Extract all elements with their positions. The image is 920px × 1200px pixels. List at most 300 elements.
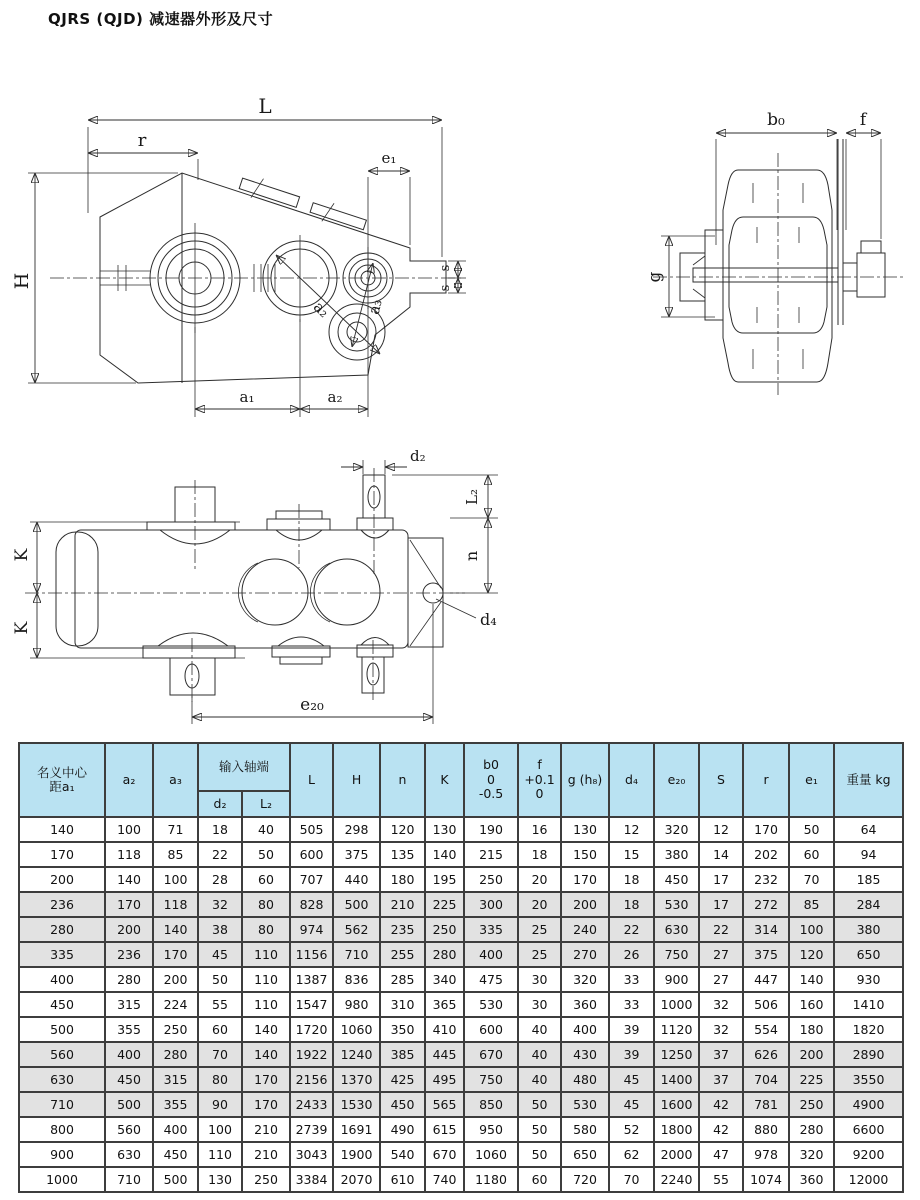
table-cell: 25 (518, 917, 561, 942)
table-cell: 1800 (654, 1117, 699, 1142)
table-cell: 70 (198, 1042, 242, 1067)
table-cell: 450 (153, 1142, 198, 1167)
table-cell: 85 (153, 842, 198, 867)
table-cell: 45 (609, 1067, 654, 1092)
table-cell: 180 (380, 867, 425, 892)
table-cell: 447 (743, 967, 789, 992)
table-cell: 100 (198, 1117, 242, 1142)
table-cell: 20 (518, 892, 561, 917)
table-cell: 1600 (654, 1092, 699, 1117)
table-cell: 135 (380, 842, 425, 867)
table-cell: 1120 (654, 1017, 699, 1042)
table-cell: 12 (609, 817, 654, 842)
dim-label-n: n (462, 550, 481, 562)
table-cell: 200 (153, 967, 198, 992)
table-cell: 18 (609, 867, 654, 892)
table-cell: 285 (380, 967, 425, 992)
table-cell: 750 (654, 942, 699, 967)
table-cell: 270 (561, 942, 609, 967)
table-cell: 32 (699, 992, 743, 1017)
table-cell: 450 (654, 867, 699, 892)
table-cell: 80 (242, 917, 290, 942)
col-header-b0: b0 0 -0.5 (464, 743, 518, 817)
table-cell: 33 (609, 992, 654, 1017)
table-cell: 314 (743, 917, 789, 942)
table-cell: 50 (518, 1117, 561, 1142)
col-header-r: r (743, 743, 789, 817)
table-cell: 140 (242, 1042, 290, 1067)
table-cell: 33 (609, 967, 654, 992)
table-cell: 1400 (654, 1067, 699, 1092)
table-cell: 170 (242, 1067, 290, 1092)
table-cell: 710 (105, 1167, 153, 1192)
dim-label-b0: b₀ (767, 110, 785, 130)
table-cell: 2156 (290, 1067, 333, 1092)
table-cell: 335 (464, 917, 518, 942)
table-cell: 60 (198, 1017, 242, 1042)
table-cell: 16 (518, 817, 561, 842)
table-cell: 280 (425, 942, 464, 967)
table-cell: 60 (789, 842, 834, 867)
table-cell: 610 (380, 1167, 425, 1192)
table-cell: 2433 (290, 1092, 333, 1117)
table-cell: 9200 (834, 1142, 903, 1167)
table-cell: 500 (153, 1167, 198, 1192)
bottom-cap-2 (280, 657, 322, 664)
table-cell: 630 (105, 1142, 153, 1167)
table-cell: 530 (464, 992, 518, 1017)
table-cell: 140 (789, 967, 834, 992)
table-cell: 22 (198, 842, 242, 867)
table-cell: 3043 (290, 1142, 333, 1167)
table-row (19, 892, 903, 917)
table-cell: 110 (198, 1142, 242, 1167)
table-cell: 70 (789, 867, 834, 892)
table-cell: 650 (834, 942, 903, 967)
dim-label-f: f (859, 110, 867, 130)
table-cell: 40 (242, 817, 290, 842)
top-flange-1 (147, 522, 235, 530)
table-row (19, 1042, 903, 1067)
table-cell: 160 (789, 992, 834, 1017)
table-cell: 530 (561, 1092, 609, 1117)
table-cell: 565 (425, 1092, 464, 1117)
table-cell: 250 (425, 917, 464, 942)
table-cell: 781 (743, 1092, 789, 1117)
table-cell: 37 (699, 1067, 743, 1092)
table-cell: 170 (743, 817, 789, 842)
table-cell: 60 (518, 1167, 561, 1192)
table-cell: 360 (561, 992, 609, 1017)
table-cell: 375 (743, 942, 789, 967)
table-cell: 375 (333, 842, 380, 867)
table-row (19, 1167, 903, 1192)
table-cell: 100 (789, 917, 834, 942)
table-cell: 195 (425, 867, 464, 892)
table-cell: 554 (743, 1017, 789, 1042)
table-cell: 25 (518, 942, 561, 967)
dim-label-a1: a₁ (239, 388, 255, 406)
table-cell: 232 (743, 867, 789, 892)
table-row (19, 842, 903, 867)
table-cell: 1000 (654, 992, 699, 1017)
table-cell: 1387 (290, 967, 333, 992)
table-cell: 180 (789, 1017, 834, 1042)
col-header-d4: d₄ (609, 743, 654, 817)
table-cell: 71 (153, 817, 198, 842)
top-flange-2 (267, 519, 330, 530)
col-header-L2: L₂ (242, 791, 290, 817)
table-cell: 120 (380, 817, 425, 842)
table-cell: 900 (654, 967, 699, 992)
table-row (19, 1067, 903, 1092)
table-cell: 50 (789, 817, 834, 842)
table-cell: 215 (464, 842, 518, 867)
table-cell: 170 (561, 867, 609, 892)
table-cell: 650 (561, 1142, 609, 1167)
dim-label-a2-diagonal: a₂ (309, 297, 334, 322)
table-cell: 3384 (290, 1167, 333, 1192)
table-cell: 1240 (333, 1042, 380, 1067)
dim-label-d2: d₂ (410, 447, 426, 465)
table-cell: 380 (834, 917, 903, 942)
table-cell: 190 (464, 817, 518, 842)
table-cell: 170 (153, 942, 198, 967)
table-cell: 55 (198, 992, 242, 1017)
dim-label-e20: e₂₀ (300, 695, 324, 715)
table-cell: 400 (153, 1117, 198, 1142)
table-cell: 52 (609, 1117, 654, 1142)
table-cell: 6600 (834, 1117, 903, 1142)
table-cell: 110 (242, 942, 290, 967)
table-cell: 45 (198, 942, 242, 967)
table-cell: 540 (380, 1142, 425, 1167)
table-cell: 225 (789, 1067, 834, 1092)
table-cell: 500 (19, 1017, 105, 1042)
table-cell: 400 (105, 1042, 153, 1067)
cover-plate-2 (309, 197, 369, 234)
table-cell: 560 (19, 1042, 105, 1067)
table-cell: 40 (518, 1067, 561, 1092)
table-cell: 200 (19, 867, 105, 892)
table-cell: 37 (699, 1042, 743, 1067)
table-row (19, 1017, 903, 1042)
table-cell: 600 (290, 842, 333, 867)
table-cell: 284 (834, 892, 903, 917)
through-shaft (693, 268, 838, 282)
table-cell: 12 (699, 817, 743, 842)
table-cell: 28 (198, 867, 242, 892)
table-cell: 32 (699, 1017, 743, 1042)
table-cell: 580 (561, 1117, 609, 1142)
table-cell: 60 (242, 867, 290, 892)
col-header-e20: e₂₀ (654, 743, 699, 817)
drum-outline (723, 170, 832, 382)
table-cell: 704 (743, 1067, 789, 1092)
table-cell: 4900 (834, 1092, 903, 1117)
table-cell: 85 (789, 892, 834, 917)
housing-body (75, 530, 408, 648)
table-cell: 360 (789, 1167, 834, 1192)
table-cell: 320 (561, 967, 609, 992)
table-cell: 120 (789, 942, 834, 967)
dim-label-L: L (258, 94, 272, 118)
table-cell: 562 (333, 917, 380, 942)
table-row (19, 967, 903, 992)
table-cell: 600 (464, 1017, 518, 1042)
table-cell: 828 (290, 892, 333, 917)
table-cell: 350 (380, 1017, 425, 1042)
table-cell: 200 (561, 892, 609, 917)
bore-circle-1 (242, 559, 308, 625)
table-cell: 445 (425, 1042, 464, 1067)
table-cell: 1060 (333, 1017, 380, 1042)
table-cell: 39 (609, 1042, 654, 1067)
table-cell: 280 (789, 1117, 834, 1142)
table-cell: 42 (699, 1117, 743, 1142)
table-cell: 615 (425, 1117, 464, 1142)
table-cell: 974 (290, 917, 333, 942)
table-cell: 62 (609, 1142, 654, 1167)
table-cell: 90 (198, 1092, 242, 1117)
table-cell: 2739 (290, 1117, 333, 1142)
table-row (19, 817, 903, 842)
right-bracket (408, 538, 443, 647)
table-cell: 250 (242, 1167, 290, 1192)
table-cell: 27 (699, 942, 743, 967)
col-header-g: g (h₈) (561, 743, 609, 817)
table-cell: 12000 (834, 1167, 903, 1192)
table-cell: 140 (153, 917, 198, 942)
table-cell: 500 (105, 1092, 153, 1117)
table-cell: 210 (242, 1142, 290, 1167)
dim-label-g: g (645, 271, 665, 283)
table-cell: 17 (699, 867, 743, 892)
table-row (19, 1092, 903, 1117)
table-cell: 836 (333, 967, 380, 992)
table-cell: 490 (380, 1117, 425, 1142)
table-cell: 2240 (654, 1167, 699, 1192)
table-cell: 280 (153, 1042, 198, 1067)
table-cell: 340 (425, 967, 464, 992)
table-cell: 280 (19, 917, 105, 942)
table-cell: 118 (153, 892, 198, 917)
table-cell: 50 (242, 842, 290, 867)
dim-label-s-bottom: s (438, 284, 453, 292)
table-cell: 70 (609, 1167, 654, 1192)
table-cell: 18 (198, 817, 242, 842)
table-cell: 140 (105, 867, 153, 892)
table-cell: 1410 (834, 992, 903, 1017)
col-header-a2: a₂ (105, 743, 153, 817)
table-cell: 42 (699, 1092, 743, 1117)
table-cell: 385 (380, 1042, 425, 1067)
table-cell: 14 (699, 842, 743, 867)
table-cell: 450 (380, 1092, 425, 1117)
table-cell: 250 (789, 1092, 834, 1117)
table-row (19, 992, 903, 1017)
table-cell: 505 (290, 817, 333, 842)
table-cell: 130 (561, 817, 609, 842)
table-cell: 3550 (834, 1067, 903, 1092)
col-header-H: H (333, 743, 380, 817)
table-cell: 170 (242, 1092, 290, 1117)
table-cell: 140 (19, 817, 105, 842)
top-view-drawing (10, 440, 510, 735)
table-cell: 475 (464, 967, 518, 992)
table-cell: 140 (425, 842, 464, 867)
bore-circle-2 (314, 559, 380, 625)
table-row (19, 1142, 903, 1167)
table-cell: 707 (290, 867, 333, 892)
bottom-flange-3 (357, 645, 393, 657)
col-header-n: n (380, 743, 425, 817)
table-cell: 315 (153, 1067, 198, 1092)
table-cell: 1547 (290, 992, 333, 1017)
dimension-table (18, 742, 904, 1193)
table-cell: 240 (561, 917, 609, 942)
table-cell: 40 (518, 1017, 561, 1042)
table-cell: 1530 (333, 1092, 380, 1117)
table-cell: 236 (19, 892, 105, 917)
table-cell: 710 (333, 942, 380, 967)
table-cell: 495 (425, 1067, 464, 1092)
left-end-cap (56, 532, 98, 646)
table-row (19, 867, 903, 892)
table-cell: 1922 (290, 1042, 333, 1067)
table-cell: 40 (518, 1042, 561, 1067)
dim-label-d4: d₄ (480, 610, 497, 629)
table-cell: 2000 (654, 1142, 699, 1167)
table-cell: 236 (105, 942, 153, 967)
table-cell: 17 (699, 892, 743, 917)
table-cell: 130 (425, 817, 464, 842)
table-row (19, 942, 903, 967)
table-cell: 118 (105, 842, 153, 867)
table-cell: 506 (743, 992, 789, 1017)
table-cell: 425 (380, 1067, 425, 1092)
table-cell: 202 (743, 842, 789, 867)
end-view-drawing (635, 95, 920, 405)
table-cell: 200 (105, 917, 153, 942)
col-header-K: K (425, 743, 464, 817)
table-cell: 22 (699, 917, 743, 942)
table-cell: 150 (561, 842, 609, 867)
dim-label-e1: e₁ (381, 149, 397, 167)
table-cell: 15 (609, 842, 654, 867)
table-cell: 800 (19, 1117, 105, 1142)
table-cell: 1370 (333, 1067, 380, 1092)
table-cell: 39 (609, 1017, 654, 1042)
table-cell: 64 (834, 817, 903, 842)
table-cell: 47 (699, 1142, 743, 1167)
table-cell: 130 (198, 1167, 242, 1192)
table-cell: 80 (242, 892, 290, 917)
table-cell: 355 (105, 1017, 153, 1042)
table-cell: 320 (654, 817, 699, 842)
col-header-L: L (290, 743, 333, 817)
table-cell: 2890 (834, 1042, 903, 1067)
right-shaft-block (857, 253, 885, 297)
table-cell: 950 (464, 1117, 518, 1142)
dim-label-r: r (137, 130, 147, 151)
table-cell: 315 (105, 992, 153, 1017)
table-cell: 500 (333, 892, 380, 917)
table-cell: 320 (789, 1142, 834, 1167)
table-cell: 22 (609, 917, 654, 942)
table-cell: 26 (609, 942, 654, 967)
table-cell: 450 (19, 992, 105, 1017)
table-cell: 140 (242, 1017, 290, 1042)
table-cell: 480 (561, 1067, 609, 1092)
col-header-d2: d₂ (198, 791, 242, 817)
table-cell: 626 (743, 1042, 789, 1067)
table-cell: 27 (699, 967, 743, 992)
table-cell: 1156 (290, 942, 333, 967)
table-cell: 50 (518, 1092, 561, 1117)
table-cell: 450 (105, 1067, 153, 1092)
table-cell: 750 (464, 1067, 518, 1092)
dim-label-a2: a₂ (327, 388, 343, 406)
left-flange (705, 230, 723, 320)
cover-plate-1 (238, 172, 302, 212)
dim-label-L2: L₂ (463, 489, 481, 505)
table-cell: 94 (834, 842, 903, 867)
table-cell: 235 (380, 917, 425, 942)
table-cell: 720 (561, 1167, 609, 1192)
side-view-drawing (11, 85, 470, 435)
table-cell: 110 (242, 967, 290, 992)
table-cell: 670 (425, 1142, 464, 1167)
table-cell: 980 (333, 992, 380, 1017)
table-cell: 670 (464, 1042, 518, 1067)
table-cell: 1000 (19, 1167, 105, 1192)
table-cell: 1060 (464, 1142, 518, 1167)
table-cell: 280 (105, 967, 153, 992)
table-cell: 530 (654, 892, 699, 917)
table-cell: 100 (105, 817, 153, 842)
dim-label-K-top: K (12, 548, 32, 562)
table-cell: 18 (518, 842, 561, 867)
table-cell: 1180 (464, 1167, 518, 1192)
table-cell: 298 (333, 817, 380, 842)
table-cell: 740 (425, 1167, 464, 1192)
table-cell: 978 (743, 1142, 789, 1167)
col-header-a1: 名义中心 距a₁ (19, 743, 105, 817)
table-cell: 630 (654, 917, 699, 942)
table-cell: 32 (198, 892, 242, 917)
table-cell: 20 (518, 867, 561, 892)
dim-label-a3-diagonal: a₃ (364, 297, 386, 317)
table-cell: 50 (518, 1142, 561, 1167)
top-flange-3 (357, 518, 393, 530)
table-cell: 880 (743, 1117, 789, 1142)
table-row (19, 1117, 903, 1142)
table-cell: 380 (654, 842, 699, 867)
table-cell: 710 (19, 1092, 105, 1117)
table-cell: 50 (198, 967, 242, 992)
table-cell: 224 (153, 992, 198, 1017)
table-cell: 400 (561, 1017, 609, 1042)
table-cell: 400 (464, 942, 518, 967)
table-cell: 410 (425, 1017, 464, 1042)
table-cell: 365 (425, 992, 464, 1017)
table-cell: 30 (518, 967, 561, 992)
col-header-a3: a₃ (153, 743, 198, 817)
table-cell: 170 (19, 842, 105, 867)
table-cell: 2070 (333, 1167, 380, 1192)
table-cell: 110 (242, 992, 290, 1017)
